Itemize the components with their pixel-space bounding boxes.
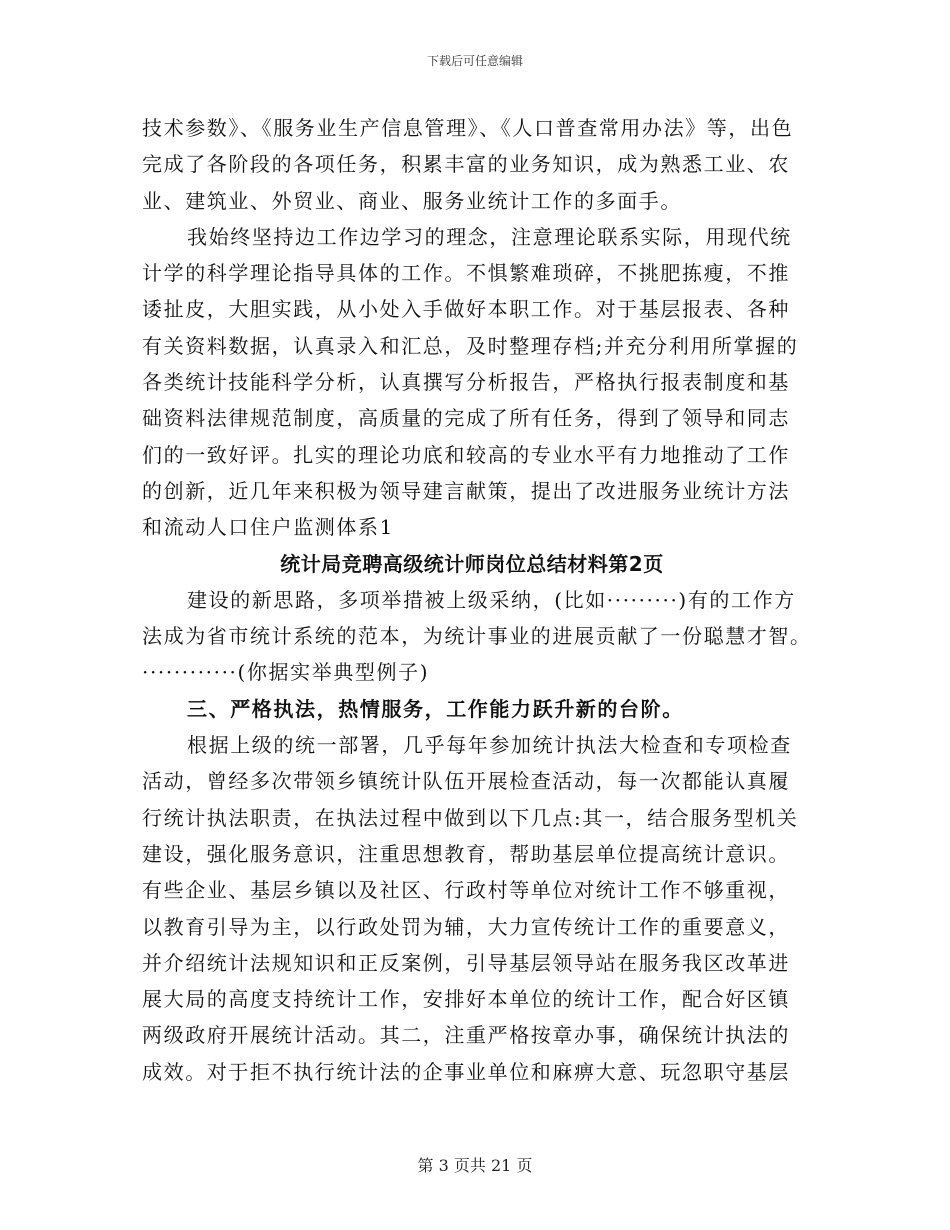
- paragraph-continuation: 技术参数》、《服务业生产信息管理》、《人口普查常用办法》等，出色完成了各阶段的各项任务，积累丰富的业务知识，成为熟悉工业、农业、建筑业、外贸业、商业、服务业统计工作的多面手。: [142, 116, 794, 213]
- document-body: [142, 110, 802, 1090]
- page-header-note: 下载后可任意编辑: [426, 54, 523, 68]
- page-number-footer: 第 3 页共 21 页: [417, 1156, 533, 1175]
- paragraph-enforcement: 根据上级的统一部署，几乎每年参加统计执法大检查和专项检查活动，曾经多次带领乡镇统计队伍开展检查活动，每一次都能认真履行统计执法职责，在执法过程中做到以下几点:其一，结合服务型机关建设，强化服务意识，注重思想教育，帮助基层单位提高统计意识。有些企业、基层乡镇以及社区、行政村等单位对统计工作不够重视，以教育引导为主，以行政处罚为辅，大力宣传统计工作的重要意义，并介绍统计法规知识和正反案例，引导基层领导站在服务我区改革进展大局的高度支持统计工作，安排好本单位的统计工作，配合好区镇两级政府开展统计活动。其二，注重严格按章办事，确保统计执法的成效。对于拒不执行统计法的企事业单位和麻痹大意、玩忽职守基层: [142, 733, 799, 1084]
- section-heading-three: 三、严格执法，热情服务，工作能力跃升新的台阶。: [187, 696, 684, 721]
- paragraph-learning: 我始终坚持边工作边学习的理念，注意理论联系实际，用现代统计学的科学理论指导具体的工作。不惧繁难琐碎，不挑肥拣瘦，不推诿扯皮，大胆实践，从小处入手做好本职工作。对于基层报表、各种有关资料数据，认真录入和汇总，及时整理存档;并充分利用所掌握的各类统计技能科学分析，认真撰写分析报告，严格执行报表制度和基础资料法律规范制度，高质量的完成了所有任务，得到了领导和同志们的一致好评。扎实的理论功底和较高的专业水平有力地推动了工作的创新，近几年来积极为领导建言献策，提出了改进服务业统计方法和流动人口住户监测体系1: [142, 224, 799, 540]
- section-title: 统计局竞聘高级统计师岗位总结材料第2页: [280, 551, 664, 576]
- paragraph-new-ideas: 建设的新思路，多项举措被上级采纳，(比如·········)有的工作方法成为省市统计系统的范本，为统计事业的进展贡献了一份聪慧才智。············(你据实举典型例子): [142, 587, 802, 685]
